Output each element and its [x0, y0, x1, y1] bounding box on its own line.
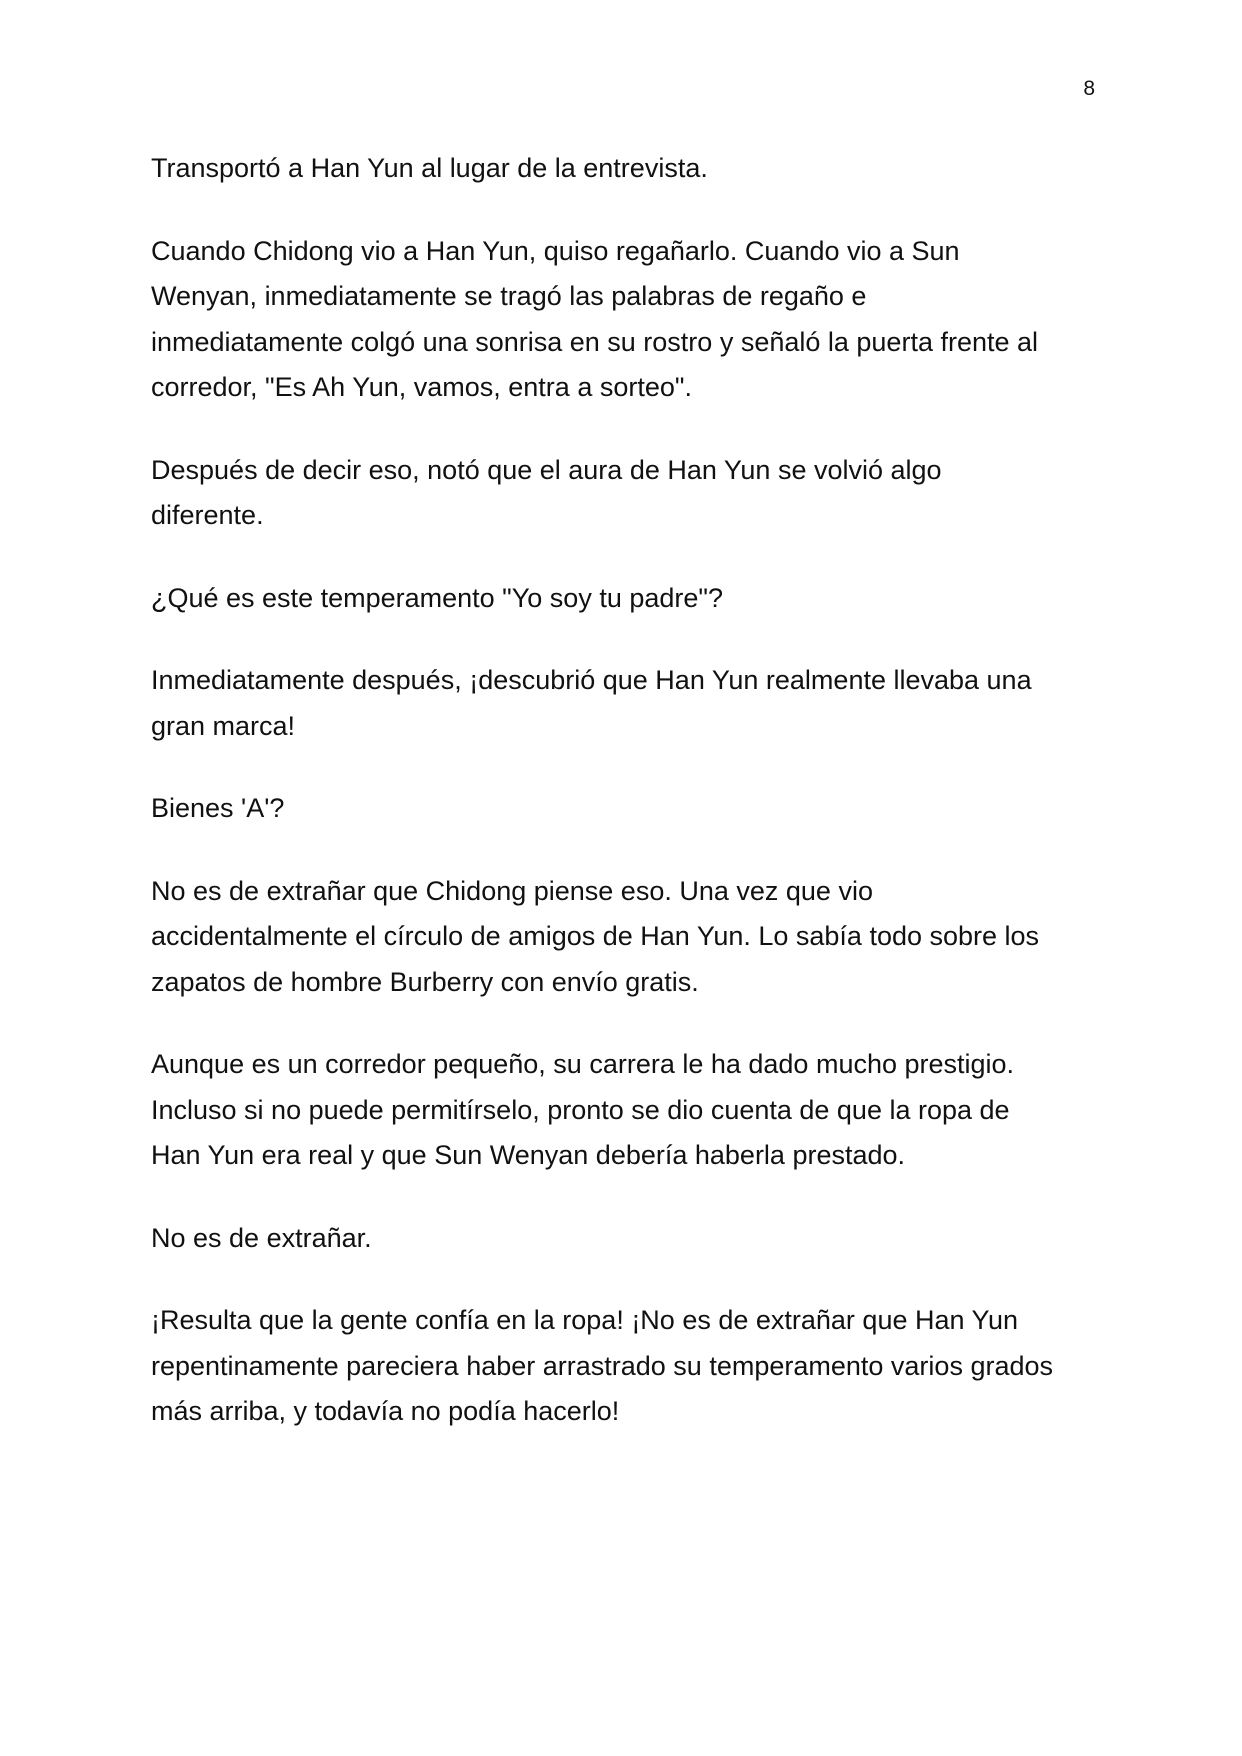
paragraph-7: No es de extrañar que Chidong piense eso. Una vez que vio accidentalmente el círculo de amigos de Han Yun. Lo sabía todo sobre los zapatos de hombre Burberry con envío gratis. — [151, 875, 1040, 997]
page-number: 8 — [1083, 77, 1095, 100]
paragraph-6: Bienes 'A'? — [151, 793, 285, 823]
document-body — [151, 146, 1101, 1472]
paragraph-8: Aunque es un corredor pequeño, su carrera le ha dado mucho prestigio. Incluso si no puede permitírselo, pronto se dio cuenta de que la ropa de Han Yun era real y que Sun Wenyan debería haberla prestado. — [151, 1049, 1015, 1170]
paragraph-9: No es de extrañar. — [151, 1222, 372, 1253]
paragraph-5: Inmediatamente después, ¡descubrió que Han Yun realmente llevaba una gran marca! — [151, 665, 1032, 741]
paragraph-10: ¡Resulta que la gente confía en la ropa! ¡No es de extrañar que Han Yun repentinamente pareciera haber arrastrado su temperamento varios grados más arriba, y todavía no podía hacerlo! — [151, 1305, 1053, 1426]
paragraph-1: Transportó a Han Yun al lugar de la entrevista. — [151, 153, 708, 183]
paragraph-4: ¿Qué es este temperamento "Yo soy tu padre"? — [151, 582, 723, 613]
paragraph-2: Cuando Chidong vio a Han Yun, quiso regañarlo. Cuando vio a Sun Wenyan, inmediatamente se tragó las palabras de regaño e inmediatamente colgó una sonrisa en su rostro y señaló la puerta frente al corredor, "Es Ah Yun, vamos, entra a sorteo". — [151, 235, 1039, 402]
paragraph-3: Después de decir eso, notó que el aura de Han Yun se volvió algo diferente. — [151, 454, 942, 530]
